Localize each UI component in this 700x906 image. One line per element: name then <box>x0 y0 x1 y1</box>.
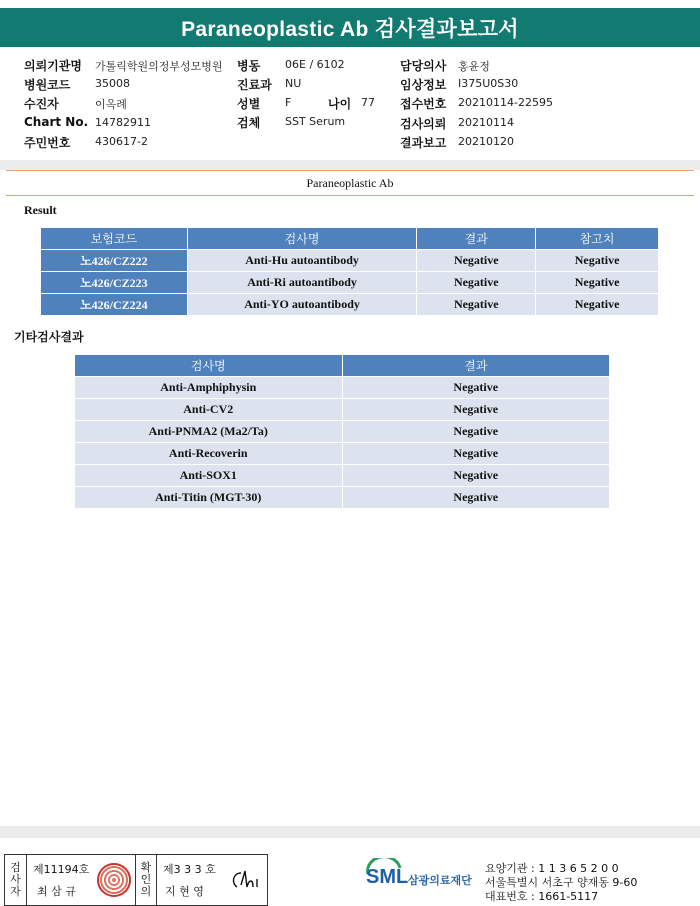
reference-value: Negative <box>536 272 659 294</box>
column-header: 결과 <box>417 228 536 250</box>
column-header: 참고치 <box>536 228 659 250</box>
info-value: 35008 <box>95 77 130 90</box>
info-label: 검사의뢰 <box>400 117 447 131</box>
info-value: 20210120 <box>458 135 514 148</box>
org-code: 요양기관 : 1 1 3 6 5 2 0 0 <box>485 862 619 875</box>
info-value: 14782911 <box>95 116 151 129</box>
info-label: 의뢰기관명 <box>24 59 82 73</box>
table-row <box>41 250 659 272</box>
column-header: 보험코드 <box>41 228 188 250</box>
official-seal <box>97 863 131 897</box>
info-label: 주민번호 <box>24 136 71 150</box>
info-label: Chart No. <box>24 115 89 129</box>
result-label: Result <box>24 203 57 217</box>
info-label: 성별 <box>237 97 261 111</box>
info-value: 06E / 6102 <box>285 58 345 71</box>
report-title: Paraneoplastic Ab 검사결과보고서 <box>0 8 700 47</box>
test-name: Anti-PNMA2 (Ma2/Ta) <box>75 421 343 443</box>
info-value: SST Serum <box>285 115 346 128</box>
test-result: Negative <box>342 465 609 487</box>
info-value: F <box>285 96 292 109</box>
patient-info <box>0 50 700 160</box>
confirmer-label: 확 인 의 <box>135 855 157 905</box>
org-address: 서울특별시 서초구 양재동 9-60 <box>485 876 638 889</box>
table-header-row <box>75 355 610 377</box>
info-value: 홍윤정 <box>458 60 490 73</box>
result-table <box>40 227 659 316</box>
info-value: 가톨릭학원의정부성모병원 <box>95 60 223 73</box>
test-name: Anti-Titin (MGT-30) <box>75 487 343 509</box>
test-result: Negative <box>342 443 609 465</box>
table-row <box>75 487 610 509</box>
test-name: Anti-Hu autoantibody <box>187 250 417 272</box>
info-value: 430617-2 <box>95 135 148 148</box>
column-header: 검사명 <box>187 228 417 250</box>
confirmer-license-no: 제3 3 3 호 <box>163 863 216 876</box>
logo-text: SML <box>366 866 409 888</box>
info-value: 20210114 <box>458 116 514 129</box>
test-result: Negative <box>342 421 609 443</box>
confirmer-name: 지 현 영 <box>165 885 204 898</box>
info-label: 나이 <box>328 97 352 111</box>
table-row <box>75 399 610 421</box>
info-value: 77 <box>361 96 375 109</box>
test-result: Negative <box>342 399 609 421</box>
table-row <box>75 421 610 443</box>
table-row <box>75 443 610 465</box>
info-label: 접수번호 <box>400 97 447 111</box>
test-result: Negative <box>417 272 536 294</box>
info-label: 임상정보 <box>400 78 447 92</box>
info-label: 수진자 <box>24 97 59 111</box>
table-row <box>41 294 659 316</box>
test-result: Negative <box>417 250 536 272</box>
info-label: 병동 <box>237 59 261 73</box>
info-label: 결과보고 <box>400 136 447 150</box>
column-header: 결과 <box>342 355 609 377</box>
test-name: Anti-Ri autoantibody <box>187 272 417 294</box>
column-header: 검사명 <box>75 355 343 377</box>
table-row <box>75 377 610 399</box>
sml-logo <box>364 858 484 898</box>
info-value: NU <box>285 77 302 90</box>
section-title: Paraneoplastic Ab <box>306 176 394 190</box>
signature-box <box>4 854 268 906</box>
org-name: 삼광의료재단 <box>408 874 472 887</box>
signature-mark <box>227 865 267 895</box>
test-name: Anti-SOX1 <box>75 465 343 487</box>
info-label: 진료과 <box>237 78 272 92</box>
other-results-table <box>74 354 610 509</box>
footer <box>0 826 700 906</box>
table-header-row <box>41 228 659 250</box>
reference-value: Negative <box>536 294 659 316</box>
tester-license-no: 제11194호 <box>33 863 90 876</box>
separator-band <box>0 160 700 170</box>
reference-value: Negative <box>536 250 659 272</box>
org-details <box>485 862 637 904</box>
org-phone: 대표번호 : 1661-5117 <box>485 890 599 903</box>
info-label: 병원코드 <box>24 78 71 92</box>
test-result: Negative <box>342 377 609 399</box>
test-result: Negative <box>342 487 609 509</box>
info-value: I375U0S30 <box>458 77 519 90</box>
table-row <box>41 272 659 294</box>
insurance-code: 노426/CZ224 <box>41 294 188 316</box>
tester-name: 최 삼 규 <box>37 885 76 898</box>
test-name: Anti-Recoverin <box>75 443 343 465</box>
divider <box>6 195 694 196</box>
insurance-code: 노426/CZ223 <box>41 272 188 294</box>
test-name: Anti-YO autoantibody <box>187 294 417 316</box>
insurance-code: 노426/CZ222 <box>41 250 188 272</box>
info-label: 검체 <box>237 116 261 130</box>
table-row <box>75 465 610 487</box>
info-value: 20210114-22595 <box>458 96 553 109</box>
tester-label: 검 사 자 <box>5 855 27 905</box>
test-name: Anti-Amphiphysin <box>75 377 343 399</box>
other-results-label: 기타검사결과 <box>14 330 84 344</box>
divider <box>6 170 694 171</box>
test-name: Anti-CV2 <box>75 399 343 421</box>
test-result: Negative <box>417 294 536 316</box>
info-value: 이옥례 <box>95 98 127 111</box>
info-label: 담당의사 <box>400 59 447 73</box>
